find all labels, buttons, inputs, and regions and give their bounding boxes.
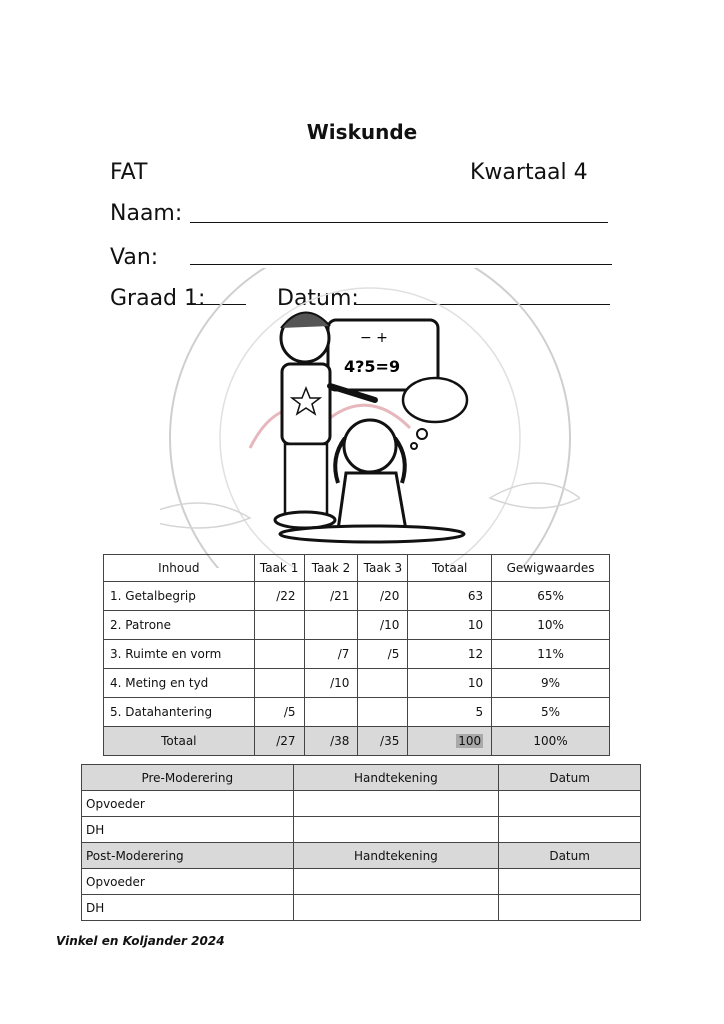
row-content: 1. Getalbegrip	[104, 582, 255, 611]
leaf-icon	[490, 483, 580, 508]
signature-cell[interactable]	[293, 895, 499, 921]
grade-label: Graad 1:	[110, 286, 206, 311]
date-cell[interactable]	[499, 817, 641, 843]
pre-row-label: DH	[82, 817, 294, 843]
row-taak-3	[358, 698, 408, 727]
row-totaal: 63	[408, 582, 492, 611]
signature-cell[interactable]	[293, 869, 499, 895]
total-taak-3: /35	[358, 727, 408, 756]
footer-credit: Vinkel en Koljander 2024	[56, 934, 225, 948]
row-weight: 5%	[492, 698, 610, 727]
post-moderation-header	[82, 843, 641, 869]
header-taak-1: Taak 1	[254, 555, 304, 582]
row-taak-2: /10	[304, 669, 358, 698]
row-weight: 10%	[492, 611, 610, 640]
board-equation: 4?5=9	[344, 357, 401, 376]
term-label: Kwartaal 4	[470, 160, 588, 185]
boy-body	[282, 364, 330, 444]
row-taak-3	[358, 669, 408, 698]
table-row	[82, 869, 641, 895]
post-moderation-title: Post-Moderering	[82, 843, 294, 869]
pre-date-header: Datum	[499, 765, 641, 791]
total-taak-2: /38	[304, 727, 358, 756]
row-taak-3: /10	[358, 611, 408, 640]
row-taak-2: /21	[304, 582, 358, 611]
row-taak-1: /22	[254, 582, 304, 611]
table-row	[104, 640, 610, 669]
total-label: Totaal	[104, 727, 255, 756]
pre-moderation-title: Pre-Moderering	[82, 765, 294, 791]
pre-row-label: Opvoeder	[82, 791, 294, 817]
table-row	[82, 791, 641, 817]
header-taak-3: Taak 3	[358, 555, 408, 582]
row-taak-1	[254, 640, 304, 669]
post-signature-header: Handtekening	[293, 843, 499, 869]
post-row-label: DH	[82, 895, 294, 921]
date-cell[interactable]	[499, 791, 641, 817]
row-taak-2: /7	[304, 640, 358, 669]
row-weight: 65%	[492, 582, 610, 611]
row-taak-2	[304, 698, 358, 727]
board-symbols: − +	[360, 330, 388, 346]
post-date-header: Datum	[499, 843, 641, 869]
date-cell[interactable]	[499, 869, 641, 895]
table-row	[104, 698, 610, 727]
signature-cell[interactable]	[293, 791, 499, 817]
row-totaal: 10	[408, 611, 492, 640]
total-highlight: 100	[458, 734, 482, 748]
thought-cloud	[403, 378, 467, 422]
row-totaal: 10	[408, 669, 492, 698]
post-row-label: Opvoeder	[82, 869, 294, 895]
row-taak-2	[304, 611, 358, 640]
page-title: Wiskunde	[306, 120, 418, 144]
row-taak-1	[254, 669, 304, 698]
row-taak-3: /20	[358, 582, 408, 611]
row-taak-3: /5	[358, 640, 408, 669]
teacher-illustration	[160, 268, 580, 568]
surname-line[interactable]	[190, 264, 612, 265]
name-label: Naam:	[110, 201, 183, 226]
table-row	[82, 817, 641, 843]
total-totaal	[408, 727, 492, 756]
assessment-label: FAT	[110, 160, 148, 185]
row-weight: 9%	[492, 669, 610, 698]
row-weight: 11%	[492, 640, 610, 669]
score-header-row	[104, 555, 610, 582]
pre-moderation-header	[82, 765, 641, 791]
header-totaal: Totaal	[408, 555, 492, 582]
header-gewigwaardes: Gewigwaardes	[492, 555, 610, 582]
row-taak-1	[254, 611, 304, 640]
row-content: 3. Ruimte en vorm	[104, 640, 255, 669]
score-table	[103, 554, 610, 756]
pre-signature-header: Handtekening	[293, 765, 499, 791]
total-taak-1: /27	[254, 727, 304, 756]
header-inhoud: Inhoud	[104, 555, 255, 582]
date-label: Datum:	[277, 286, 359, 311]
total-row	[104, 727, 610, 756]
signature-cell[interactable]	[293, 817, 499, 843]
table-row	[104, 669, 610, 698]
girl-head	[344, 420, 396, 472]
moderation-table	[81, 764, 641, 921]
date-cell[interactable]	[499, 895, 641, 921]
row-totaal: 5	[408, 698, 492, 727]
row-totaal: 12	[408, 640, 492, 669]
floor-shadow	[280, 526, 464, 542]
table-row	[104, 611, 610, 640]
name-line[interactable]	[190, 222, 608, 223]
header-taak-2: Taak 2	[304, 555, 358, 582]
table-row	[104, 582, 610, 611]
row-taak-1: /5	[254, 698, 304, 727]
surname-label: Van:	[110, 245, 159, 270]
total-weight: 100%	[492, 727, 610, 756]
row-content: 4. Meting en tyd	[104, 669, 255, 698]
girl-body	[338, 473, 406, 530]
row-content: 2. Patrone	[104, 611, 255, 640]
row-content: 5. Datahantering	[104, 698, 255, 727]
table-row	[82, 895, 641, 921]
